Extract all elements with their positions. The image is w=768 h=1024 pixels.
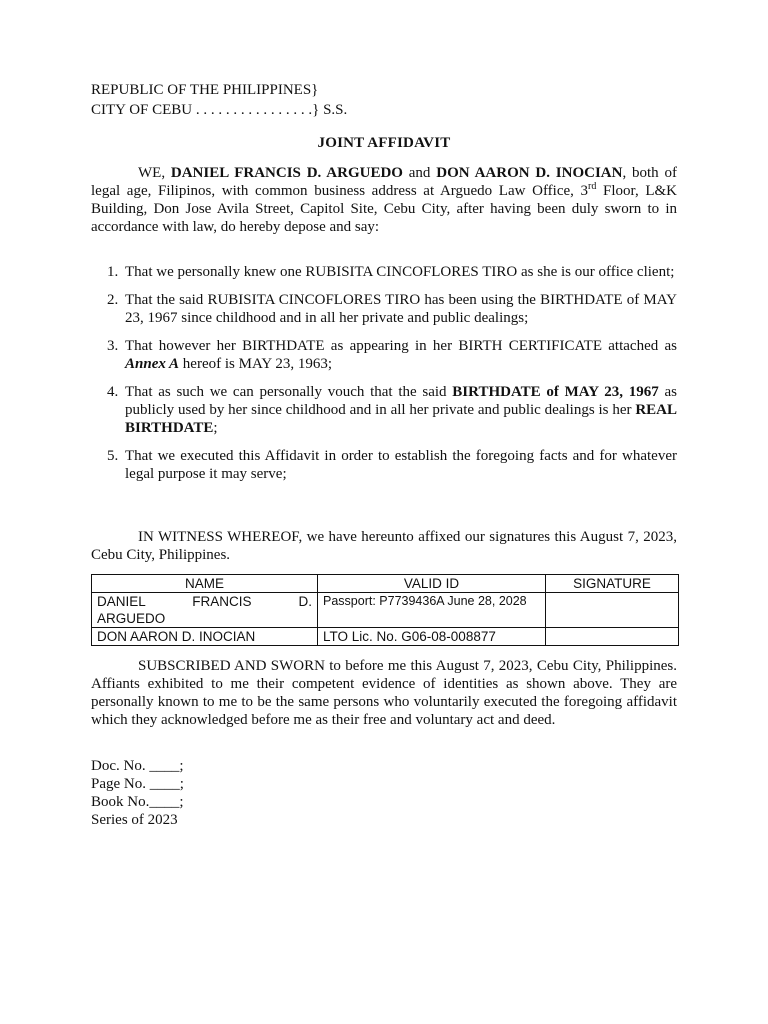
- table-header-row: [92, 575, 679, 593]
- statement-item: [91, 383, 677, 437]
- statement-item: [91, 337, 677, 373]
- statement-text: That we personally knew one RUBISITA CINCOFLORES TIRO as she is our office client;: [125, 264, 675, 280]
- statement-number: 5.: [107, 448, 119, 464]
- column-header-valid-id: VALID ID: [318, 575, 546, 593]
- statement-text: as publicly used by her since childhood and in all her private and public dealings is her: [125, 384, 678, 418]
- statement-item: [91, 447, 677, 483]
- venue-city: CITY OF CEBU . . . . . . . . . . . . . . . .} S.S.: [91, 102, 348, 118]
- affiant-name-line-2: ARGUEDO: [97, 611, 166, 626]
- document-title: JOINT AFFIDAVIT: [317, 135, 451, 151]
- page-number-line: Page No. ____;: [91, 776, 184, 792]
- column-header-name: NAME: [92, 575, 318, 593]
- affiant-name-line-1: DON AARON D. INOCIAN: [97, 629, 256, 644]
- annex-reference: Annex A: [125, 356, 180, 372]
- statement-number: 3.: [107, 338, 119, 354]
- intro-we: WE,: [138, 165, 171, 181]
- affiant-name-cell: [92, 593, 318, 628]
- statement-text: ;: [213, 420, 218, 436]
- intro-text-2: Floor, L&K Building, Don Jose Avila Street, Capitol Site, Cebu City, after having been duly sworn to in accordance with law, do hereby depose and say:: [91, 183, 677, 235]
- statement-item: [91, 263, 677, 281]
- table-row: [92, 628, 679, 646]
- table-row: [92, 593, 679, 628]
- statement-number: 4.: [107, 384, 119, 400]
- valid-id-cell: Passport: P7739436A June 28, 2028: [318, 593, 546, 628]
- intro-text-1: , both of legal age, Filipinos, with common business address at Arguedo Law Office, 3: [91, 165, 677, 199]
- statement-number: 1.: [107, 264, 119, 280]
- valid-id-cell: LTO Lic. No. G06-08-008877: [318, 628, 546, 646]
- statement-list: [91, 263, 677, 493]
- affiant-1-name: DANIEL FRANCIS D. ARGUEDO: [170, 165, 403, 181]
- venue-block: [91, 80, 347, 120]
- real-birthdate-emphasis: REAL BIRTHDATE: [125, 402, 677, 436]
- notarial-register-block: [91, 757, 184, 829]
- column-header-signature: SIGNATURE: [546, 575, 679, 593]
- statement-text: hereof is MAY 23, 1963;: [179, 356, 333, 372]
- book-number-line: Book No.____;: [91, 794, 184, 810]
- affiant-2-name: DON AARON D. INOCIAN: [436, 165, 623, 181]
- statement-text: That as such we can personally vouch that the said: [125, 384, 453, 400]
- statement-item: [91, 291, 677, 327]
- affiant-name-line-1: DANIEL FRANCIS D.: [97, 594, 312, 609]
- affiant-id-table: [91, 574, 679, 646]
- statement-text: That we executed this Affidavit in order to establish the foregoing facts and for whatever legal purpose it may serve;: [125, 448, 677, 482]
- signature-cell[interactable]: [546, 628, 679, 646]
- statement-text: That however her BIRTHDATE as appearing in her BIRTH CERTIFICATE attached as: [125, 338, 677, 354]
- birthdate-emphasis: BIRTHDATE of MAY 23, 1967: [452, 384, 659, 400]
- venue-republic: REPUBLIC OF THE PHILIPPINES}: [91, 82, 319, 98]
- intro-paragraph: [91, 164, 677, 236]
- doc-number-line: Doc. No. ____;: [91, 758, 184, 774]
- series-line: Series of 2023: [91, 812, 178, 828]
- jurat-paragraph: SUBSCRIBED AND SWORN to before me this August 7, 2023, Cebu City, Philippines. Affiants exhibited to me their competent evidence of identities as shown above. They are personally known to me to be the same persons who voluntarily executed the foregoing affidavit which they acknowledged before me as their free and voluntary act and deed.: [91, 658, 677, 728]
- signature-cell[interactable]: [546, 593, 679, 628]
- witness-paragraph: IN WITNESS WHEREOF, we have hereunto affixed our signatures this August 7, 2023, Cebu City, Philippines.: [91, 529, 677, 563]
- intro-and: and: [402, 165, 437, 181]
- intro-superscript: rd: [588, 181, 597, 192]
- statement-text: That the said RUBISITA CINCOFLORES TIRO has been using the BIRTHDATE of MAY 23, 1967 since childhood and in all her private and public dealings;: [125, 292, 677, 326]
- statement-number: 2.: [107, 292, 119, 308]
- affiant-name-cell: [92, 628, 318, 646]
